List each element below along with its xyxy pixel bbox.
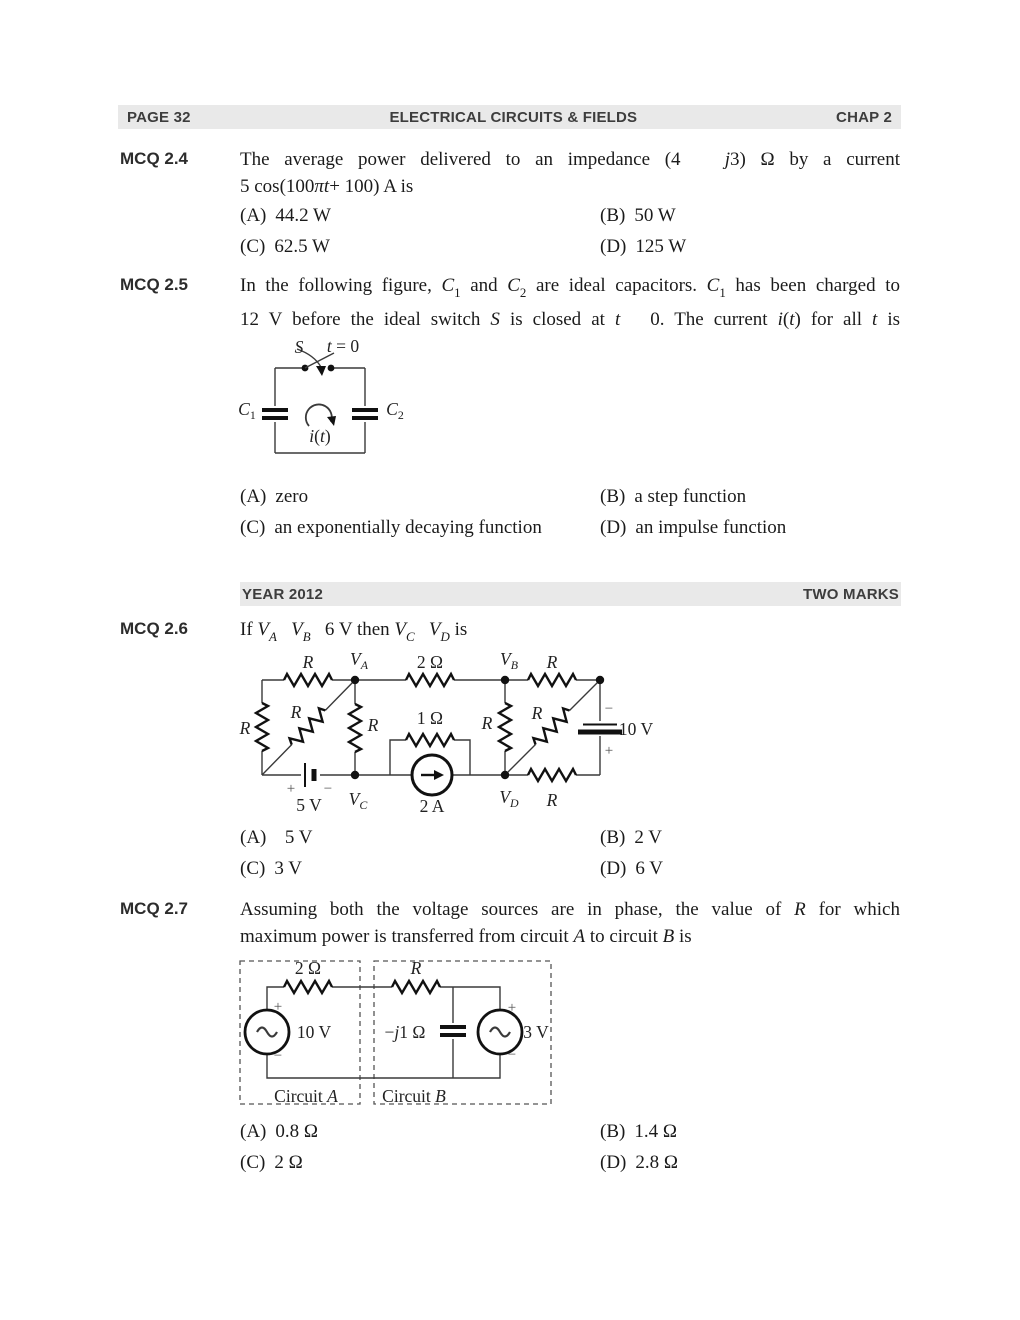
left-diagonal-wires [262, 680, 355, 775]
figure-two-circuits [238, 955, 558, 1113]
node-vb-label: $V_B$ [500, 649, 518, 672]
resistor-2ohm-label: 2 Ω [294, 958, 322, 978]
switch-time-label: t = 0 [326, 336, 360, 356]
battery-10v-label: 10 V [618, 719, 654, 739]
question-2-5-text-line-2: 12 V before the ideal switch S is closed at t 0. The current i(t) for all t is [240, 308, 900, 330]
source-10v-label: 10 V [296, 1022, 332, 1042]
resistor [349, 704, 361, 752]
page-header-bar [118, 105, 901, 129]
node-vd [501, 771, 509, 779]
capacitor-c1 [262, 410, 288, 418]
node-vc-label: $V_C$ [348, 789, 368, 812]
switch-label: S [294, 337, 304, 357]
option-a: (A) 44.2 W [240, 205, 331, 226]
battery-10v [578, 725, 622, 733]
page-number: PAGE 32 [127, 108, 191, 126]
circuit-b-label: Circuit B [382, 1086, 446, 1106]
option-d: (D) an impulse function [600, 517, 787, 538]
option-d: (D) 6 V [600, 858, 664, 879]
resistor [284, 674, 332, 686]
resistor-r-label: R [410, 958, 422, 978]
resistor-label: R [546, 790, 558, 810]
node-va [351, 676, 359, 684]
source-3v-plus: + [507, 1000, 517, 1016]
question-2-5-label: MCQ 2.5 [120, 275, 189, 294]
year-section-bar [240, 582, 901, 606]
option-b: (B) a step function [600, 486, 747, 507]
option-d: (D) 125 W [600, 236, 687, 257]
capacitor-c1-label: $C_1$ [238, 399, 256, 422]
node-vb [501, 676, 509, 684]
source-3v-minus: − [507, 1047, 517, 1063]
option-c: (C) an exponentially decaying function [240, 517, 542, 538]
node-vc [351, 771, 359, 779]
capacitor-c2-label: $C_2$ [386, 399, 404, 422]
resistor-label: R [481, 713, 493, 733]
question-2-7-options [240, 1120, 920, 1175]
source-10v-minus: − [273, 1048, 283, 1064]
battery-10v-minus: − [604, 701, 614, 717]
right-diagonal-wires [505, 680, 600, 775]
capacitor-minus-j1 [440, 1027, 466, 1035]
resistor-label: R [290, 702, 302, 722]
battery-10v-plus: + [604, 743, 614, 759]
resistor [256, 703, 268, 751]
capacitor-c2 [352, 410, 378, 418]
chapter-number: CHAP 2 [836, 108, 892, 126]
ac-source-10v [245, 1010, 289, 1054]
question-2-5-text-line-1: In the following figure, $C_1$ and $C_2$ are ideal capacitors. $C_1$ has been charged to [240, 275, 900, 300]
resistor [528, 674, 576, 686]
question-2-4-label: MCQ 2.4 [120, 149, 189, 168]
option-c: (C) 3 V [240, 858, 302, 879]
resistor-2ohm [406, 674, 454, 686]
resistor-label: R [239, 718, 251, 738]
battery-5v [305, 763, 314, 787]
battery-5v-plus: + [286, 781, 296, 797]
node-vd-label: $V_D$ [499, 787, 519, 810]
marks-label: TWO MARKS [803, 585, 899, 603]
node-va-label: $V_A$ [350, 649, 368, 672]
option-a: (A) 0.8 Ω [240, 1121, 319, 1142]
question-2-4-text-line-2: 5 cos(100πt+ 100) A is [240, 176, 414, 197]
battery-5v-label: 5 V [296, 795, 322, 815]
resistor-label: R [367, 715, 379, 735]
resistor [528, 769, 576, 781]
loop-current-label: i(t) [309, 426, 331, 446]
top-wires [267, 987, 500, 1010]
option-b: (B) 50 W [600, 205, 676, 226]
resistor-1ohm-label: 1 Ω [416, 708, 444, 728]
resistor-label: R [302, 652, 314, 672]
resistor-label: R [531, 703, 543, 723]
current-source-2a [412, 755, 452, 795]
option-d: (D) 2.8 Ω [600, 1152, 679, 1173]
question-2-7-label: MCQ 2.7 [120, 899, 189, 918]
battery-5v-minus: − [323, 781, 333, 797]
year-label: YEAR 2012 [242, 585, 324, 603]
resistor-2ohm-label: 2 Ω [416, 652, 444, 672]
resistor [499, 703, 511, 751]
figure-resistor-network [237, 649, 667, 822]
option-b: (B) 2 V [600, 827, 662, 848]
source-3v-label: 3 V [523, 1022, 549, 1042]
option-b: (B) 1.4 Ω [600, 1121, 677, 1142]
question-2-4-text-line-1: The average power delivered to an impedance (4 j3) Ω by a current [240, 149, 901, 170]
bottom-wires [267, 1054, 500, 1078]
capacitor-label: −j1 Ω [384, 1022, 426, 1042]
resistor-2ohm [284, 981, 332, 993]
option-a: (A) 5 V [240, 827, 313, 848]
figure-capacitor-circuit [235, 336, 425, 466]
question-2-5-options [240, 485, 920, 540]
circuit-a-label: Circuit A [274, 1086, 338, 1106]
question-2-7-text-line-2: maximum power is transferred from circuit A to circuit B is [240, 926, 692, 947]
question-2-6-label: MCQ 2.6 [120, 619, 189, 638]
book-title: ELECTRICAL CIRCUITS & FIELDS [389, 108, 638, 126]
option-c: (C) 2 Ω [240, 1152, 303, 1173]
question-2-7-text-line-1: Assuming both the voltage sources are in phase, the value of R for which [240, 899, 900, 920]
option-a: (A) zero [240, 486, 309, 507]
question-2-6-options [240, 826, 920, 881]
resistor-label: R [546, 652, 558, 672]
current-source-label: 2 A [419, 796, 445, 816]
option-c: (C) 62.5 W [240, 236, 330, 257]
current-loop-arrow [306, 404, 336, 426]
question-2-6-text-line-1: If $V_A$ $V_B$ 6 V then $V_C$ $V_D$ is [240, 619, 468, 644]
source-10v-plus: + [273, 999, 283, 1015]
question-2-4-options [240, 204, 900, 259]
resistor-1ohm [406, 734, 454, 746]
node-corner [596, 676, 604, 684]
resistor-r [392, 981, 440, 993]
